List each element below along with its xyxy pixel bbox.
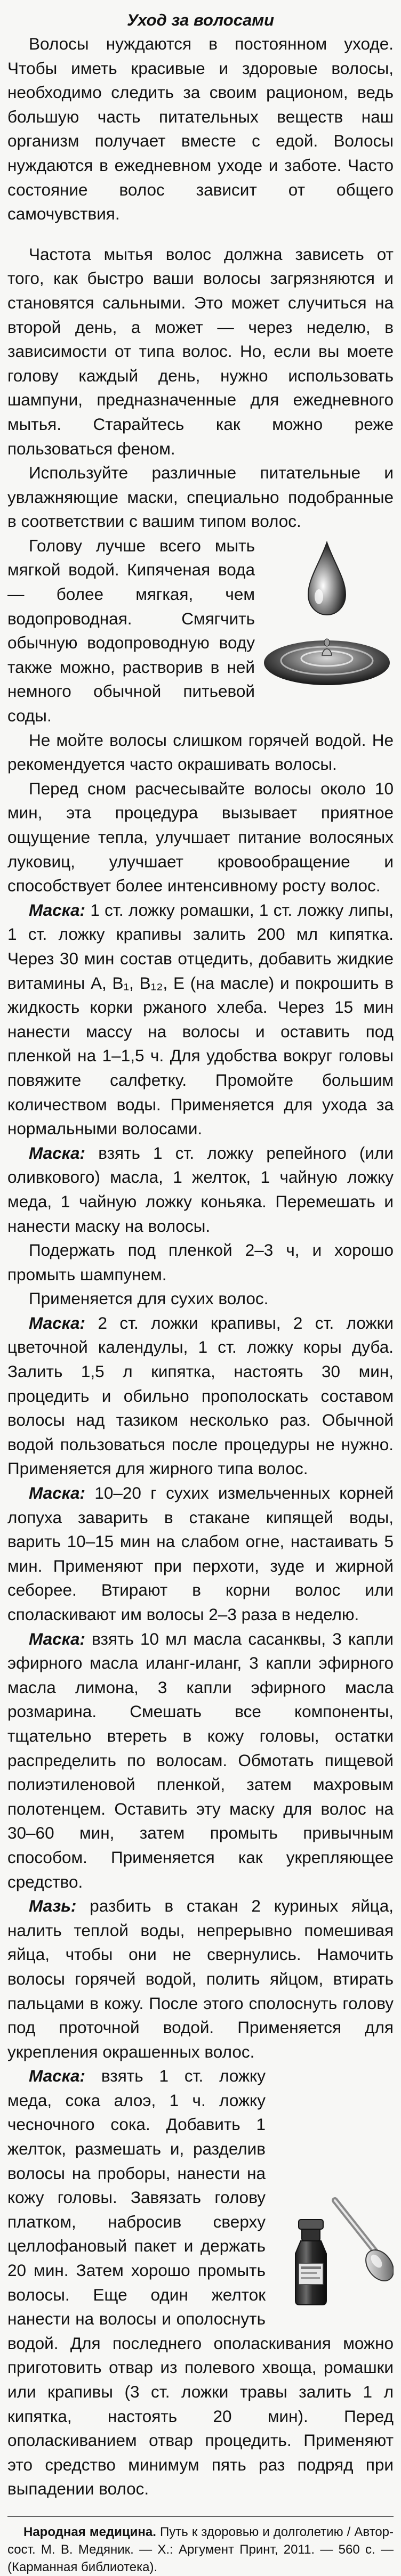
- paragraph-combing: Перед сном расчесывайте волосы около 10 мин, эта процедура вызывает приятное ощущение тепла, улучшает питание волосяных луковиц, улучшает кровообращение и способствует более интенсивному росту волос.: [7, 778, 394, 896]
- mask-label: Маска:: [29, 1483, 86, 1503]
- mask-label: Маска:: [29, 2066, 86, 2086]
- paragraph-washing-frequency: Частота мытья волос должна зависеть от того, как быстро ваши волосы загрязняются и становятся сальными. Это может случиться на второй день, а может — через неделю, в зависимости от типа волос. Но, если вы моете голову каждый день, нужно использовать шампуни, предназначенные для ежедневного мытья. Старайтесь как можно реже пользоваться феном.: [7, 244, 394, 458]
- source-details: Путь к здоровью и долголетию / Автор-сост. М. В. Медяник. — Х.: Аргумент Принт, 2011. — 560 с. — (Карманная библиотека).: [7, 2524, 394, 2574]
- article-body: [7, 32, 394, 2501]
- mask-text: взять 1 ст. ложку меда, сока алоэ, 1 ч. ложку чесночного сока. Добавить 1 желток, размешать и, разделив волосы на проборы, нанести на кожу головы. Завязать голову платком, набросив сверху целлофановый пакет и держать 20 мин. Затем хорошо промыть волосы. Еще один желток нанести на волосы и ополоснуть водой. Для последнего ополаскивания можно приготовить отвар из полевого хвоща, ромашки или крапивы (3 ст. ложки травы залить 1 л кипятка, настоять 20 мин). Перед ополаскиванием отвар процедить. Применяют это средство минимум пять раз подряд при выпадении волос.: [7, 2066, 394, 2499]
- mask-text: 2 ст. ложки крапивы, 2 ст. ложки цветочной календулы, 1 ст. ложку коры дуба. Залить 1,5 л кипятка, настоять 30 мин, процедить и обильно прополоскать составом волосы над тазиком несколько раз. Обычной водой пользоваться после процедуры не нужно. Применяется для жирного типа волос.: [7, 1313, 394, 1478]
- mask-text: взять 1 ст. ложку репейного (или оливкового) масла, 1 желток, 1 чайную ложку меда, 1 чайную ложку коньяка. Перемешать и нанести маску на волосы.: [7, 1143, 394, 1236]
- source-citation: [7, 2523, 394, 2576]
- water-drop-illustration: [260, 537, 394, 697]
- mask-text: взять 10 мл масла сасанквы, 3 капли эфирного масла иланг-иланг, 3 капли эфирного масла лимона, 3 капли эфирного масла розмарина. Смешать все компоненты, тщательно втереть в кожу головы, остатки распределить по волосам. Обмотать пищевой полиэтиленовой пленкой, затем махровым полотенцем. Оставить эту маску для волос на 30–60 мин, затем промыть привычным способом. Применяется как укрепляющее средство.: [7, 1629, 394, 1891]
- mask-text: 1 ст. ложку ромашки, 1 ст. ложку липы, 1 ст. ложку крапивы залить 200 мл кипятка. Через 30 мин состав отцедить, добавить жидкие витамины А, B₁, B₁₂, E (на масле) и покрошить в жидкость корки ржаного хлеба. Через 15 мин нанести массу на волосы и оставить под пленкой на 1–1,5 ч. Для удобства вокруг головы повяжите салфетку. Промойте большим количеством воды. Применяется для ухода за нормальными волосами.: [7, 900, 394, 1139]
- bottle-and-spoon-icon: [271, 2067, 394, 2307]
- mask-chamomile: [7, 898, 394, 1141]
- mask-label: Маска:: [29, 1629, 86, 1648]
- mask-burdock-oil: [7, 1141, 394, 1238]
- paragraph-masks-advice: Используйте различные питательные и увлажняющие маски, специально подобранные в соответствии с вашим типом волос.: [7, 463, 394, 531]
- mask-text: 10–20 г сухих измельченных корней лопуха заварить в стакане кипящей воды, варить 10–15 мин на слабом огне, настаивать 5 мин. Применяют при перхоти, зуде и жирной себорее. Втирают в корни волос или споласкивают им волосы 2–3 раза в неделю.: [7, 1483, 394, 1624]
- bottle-and-spoon-illustration: [271, 2067, 394, 2307]
- paragraph-intro: Волосы нуждаются в постоянном уходе. Чтобы иметь красивые и здоровые волосы, необходимо следить за своим рационом, ведь большую часть питательных веществ наш организм получает вместе с едой. Волосы нуждаются в ежедневном уходе и заботе. Часто состояние волос зависит от общего самочувствия.: [7, 34, 394, 224]
- source-title: Народная медицина.: [23, 2524, 156, 2539]
- mask-burdock-root: [7, 1481, 394, 1627]
- divider: [7, 2516, 394, 2517]
- mask-essential-oils: [7, 1627, 394, 1895]
- mask-burdock-oil-usage: Применяется для сухих волос.: [29, 1289, 269, 1309]
- mask-label: Мазь:: [29, 1896, 77, 1916]
- mask-burdock-oil-hold: Подержать под пленкой 2–3 ч, и хорошо промыть шампунем.: [7, 1240, 394, 1284]
- paragraph-hot-water-warning: Не мойте волосы слишком горячей водой. Не рекомендуется часто окрашивать волосы.: [7, 730, 394, 774]
- ointment-eggs: [7, 1894, 394, 2064]
- mask-label: Маска:: [29, 900, 86, 920]
- paragraph-soft-water: Голову лучше всего мыть мягкой водой. Кипяченая вода — более мягкая, чем водопроводная. Смягчить обычную водопроводную воду также можно, растворив в ней немного обычной питьевой соды.: [7, 535, 255, 726]
- mask-label: Маска:: [29, 1143, 86, 1163]
- water-drop-icon: [260, 537, 394, 697]
- mask-text: разбить в стакан 2 куриных яйца, налить теплой воды, непрерывно помешивая яйца, чтобы они не свернулись. Намочить волосы горячей водой, полить яйцом, втирать пальцами в кожу. После этого сполоснуть голову под проточной водой. Применяется для укрепления окрашенных волос.: [7, 1896, 394, 2061]
- mask-label: Маска:: [29, 1313, 86, 1332]
- mask-nettle-rinse: [7, 1311, 394, 1481]
- article-title: Уход за волосами: [126, 11, 275, 29]
